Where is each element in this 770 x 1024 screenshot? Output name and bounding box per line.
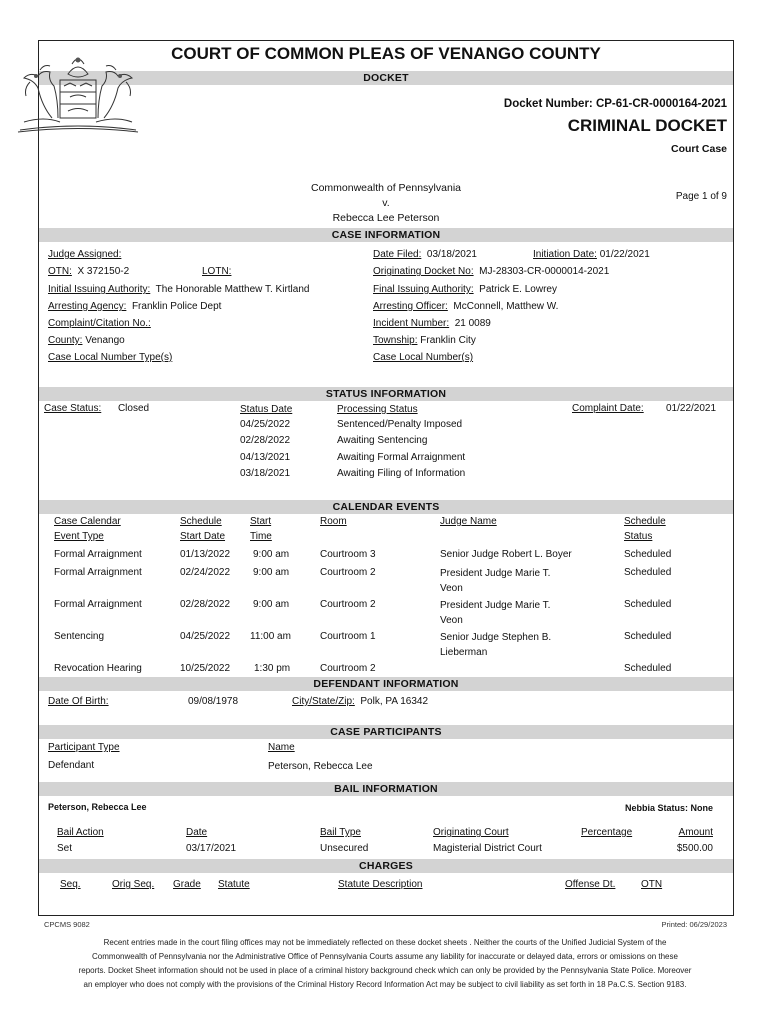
event-time: 9:00 am [253,599,290,610]
event-type-header: Case Calendar [54,516,121,527]
incident-number-label: Incident Number: [373,318,450,329]
complaint-date-label: Complaint Date: [572,403,644,414]
schedule-status-header: Status [624,531,653,542]
township-row [373,335,476,346]
otn-value: X 372150-2 [77,266,130,277]
schedule-status-header: Schedule [624,516,666,527]
initiation-date-row [533,249,650,260]
city-state-zip-row [292,696,428,707]
statute-header: Statute [218,879,250,890]
defendant-information-bar: DEFENDANT INFORMATION [39,677,733,691]
docket-bar: DOCKET [39,71,733,85]
participant-type-header: Participant Type [48,742,120,753]
case-status-label: Case Status: [44,403,102,414]
docket-number: Docket Number: CP-61-CR-0000164-2021 [503,98,727,110]
offense-date-header: Offense Dt. [565,879,616,890]
percentage-header: Percentage [581,827,633,838]
nebbia-status: Nebbia Status: None [624,803,713,813]
start-time-header: Start [250,516,272,527]
otn-label: OTN: [48,266,72,277]
event-judge: Senior Judge Robert L. Boyer [440,549,572,560]
caption-versus: v. [382,197,390,209]
date-filed-value: 03/18/2021 [426,249,477,260]
event-room: Courtroom 2 [320,599,376,610]
processing-status: Sentenced/Penalty Imposed [337,419,463,430]
event-time: 1:30 pm [254,663,291,674]
originating-docket-row [373,266,609,277]
processing-status: Awaiting Sentencing [337,435,428,446]
complaint-no-label: Complaint/Citation No.: [48,318,151,329]
status-date-label: Status Date [240,404,293,415]
caption-plaintiff: Commonwealth of Pennsylvania [311,182,461,194]
processing-status: Awaiting Formal Arraignment [337,452,466,463]
lotn-label: LOTN: [202,266,232,277]
bail-date-header: Date [186,827,208,838]
charge-otn-header: OTN [641,879,663,890]
dob-value: 09/08/1978 [188,696,239,707]
event-type: Revocation Hearing [54,663,142,674]
event-date: 10/25/2022 [180,663,231,674]
originating-docket-label: Originating Docket No: [373,266,474,277]
case-local-numbers-label: Case Local Number(s) [373,352,474,363]
bail-person: Peterson, Rebecca Lee [48,802,147,812]
arresting-agency-row [48,301,221,312]
start-date-header: Start Date [180,531,226,542]
status-date: 04/25/2022 [240,419,291,430]
docket-type: CRIMINAL DOCKET [567,116,727,135]
calendar-events-bar: CALENDAR EVENTS [39,500,733,514]
bail-date: 03/17/2021 [186,843,237,854]
pennsylvania-seal-icon [10,52,146,136]
event-judge: President Judge Marie T. [440,568,551,579]
event-type: Sentencing [54,631,105,642]
event-status: Scheduled [624,567,672,578]
event-date: 01/13/2022 [180,549,231,560]
event-date: 02/24/2022 [180,567,231,578]
event-status: Scheduled [624,599,672,610]
final-issuing-label: Final Issuing Authority: [373,284,474,295]
event-date: 04/25/2022 [180,631,231,642]
form-number: CPCMS 9082 [44,920,90,929]
event-room: Courtroom 1 [320,631,376,642]
event-status: Scheduled [624,549,672,560]
disclaimer-notice: Recent entries made in the court filing offices may not be immediately reflected on these docket sheets . Neither the courts of the Unified Judicial System of the Commonwealth of Pennsylvania nor the Administrative Office of Pennsylvania Courts assume any liability for inaccurate or delayed data, errors or omissions on these reports. Docket Sheet information should not be used in place of a criminal history background check which can only be provided by the Pennsylvania State Police. Moreover an employer who does not comply with the provisions of the Criminal History Record Information Act may be subject to civil liability as set forth in 18 Pa.C.S. Section 9183. [78,938,692,989]
event-judge: President Judge Marie T. [440,600,551,611]
event-judge: Lieberman [440,647,488,658]
start-date-header: Schedule [180,516,222,527]
participant-type: Defendant [48,760,95,771]
event-judge: Veon [440,615,463,626]
event-type: Formal Arraignment [54,599,142,610]
case-status-row [44,403,149,414]
processing-status: Awaiting Filing of Information [337,468,466,479]
event-type: Formal Arraignment [54,549,142,560]
dob-label: Date Of Birth: [48,696,109,707]
county-row [48,335,125,346]
event-type: Formal Arraignment [54,567,142,578]
arresting-officer-row [373,301,558,312]
date-filed-label: Date Filed: [373,249,422,260]
incident-number-row [373,318,491,329]
county-label: County: [48,335,83,346]
initiation-date-label: Initiation Date: [533,249,597,260]
status-date: 03/18/2021 [240,468,291,479]
case-participants-bar: CASE PARTICIPANTS [39,725,733,739]
event-judge: Veon [440,583,463,594]
participant-name: Peterson, Rebecca Lee [268,761,373,772]
bail-type: Unsecured [320,843,369,854]
event-status: Scheduled [624,663,672,674]
event-date: 02/28/2022 [180,599,231,610]
city-state-zip-label: City/State/Zip: [292,696,355,707]
printed-date: Printed: 06/29/2023 [661,920,727,929]
originating-court-header: Originating Court [433,827,509,838]
county-value: Venango [85,335,125,346]
final-issuing-value: Patrick E. Lowrey [479,284,557,295]
case-information-bar: CASE INFORMATION [39,228,733,242]
originating-docket-value: MJ-28303-CR-0000014-2021 [479,266,610,277]
arresting-officer-label: Arresting Officer: [373,301,448,312]
start-time-header: Time [250,531,272,542]
grade-header: Grade [173,879,201,890]
complaint-date-value: 01/22/2021 [666,403,717,414]
caption-defendant: Rebecca Lee Peterson [332,212,440,224]
event-room: Courtroom 3 [320,549,376,560]
seq-header: Seq. [60,879,81,890]
otn-row [48,266,129,277]
court-title: COURT OF COMMON PLEAS OF VENANGO COUNTY [171,44,601,63]
event-status: Scheduled [624,631,672,642]
event-room: Courtroom 2 [320,567,376,578]
final-issuing-row [373,284,557,295]
township-value: Franklin City [420,335,476,346]
event-type-header: Event Type [54,531,104,542]
bail-type-header: Bail Type [320,827,361,838]
initial-issuing-value: The Honorable Matthew T. Kirtland [155,284,310,295]
event-time: 9:00 am [253,549,290,560]
initial-issuing-row [48,284,309,295]
city-state-zip-value: Polk, PA 16342 [360,696,429,707]
status-information-bar: STATUS INFORMATION [39,387,733,401]
bail-information-bar: BAIL INFORMATION [39,782,733,796]
case-local-type-label: Case Local Number Type(s) [48,352,173,363]
township-label: Township: [373,335,418,346]
status-date: 02/28/2022 [240,435,291,446]
orig-seq-header: Orig Seq. [112,879,155,890]
event-judge: Senior Judge Stephen B. [440,632,552,643]
amount-header: Amount [678,827,713,838]
initiation-date-value: 01/22/2021 [599,249,650,260]
charges-bar: CHARGES [39,859,733,873]
judge-assigned-label: Judge Assigned: [48,249,122,260]
status-date: 04/13/2021 [240,452,291,463]
event-time: 11:00 am [250,631,291,642]
date-filed-row [373,249,477,260]
room-header: Room [320,516,347,527]
initial-issuing-label: Initial Issuing Authority: [48,284,151,295]
page-indicator: Page 1 of 9 [675,191,727,202]
statute-description-header: Statute Description [338,879,423,890]
arresting-officer-value: McConnell, Matthew W. [453,301,559,312]
bail-amount: $500.00 [676,843,713,854]
incident-number-value: 21 0089 [454,318,491,329]
processing-status-label: Processing Status [337,404,418,415]
judge-name-header: Judge Name [440,516,497,527]
participant-name-header: Name [268,742,295,753]
arresting-agency-label: Arresting Agency: [48,301,127,312]
event-time: 9:00 am [253,567,290,578]
bail-action: Set [57,843,73,854]
event-room: Courtroom 2 [320,663,376,674]
case-type: Court Case [670,143,727,155]
bail-action-header: Bail Action [57,827,104,838]
arresting-agency-value: Franklin Police Dept [131,301,222,312]
originating-court: Magisterial District Court [433,843,542,854]
case-status-value: Closed [117,403,150,414]
